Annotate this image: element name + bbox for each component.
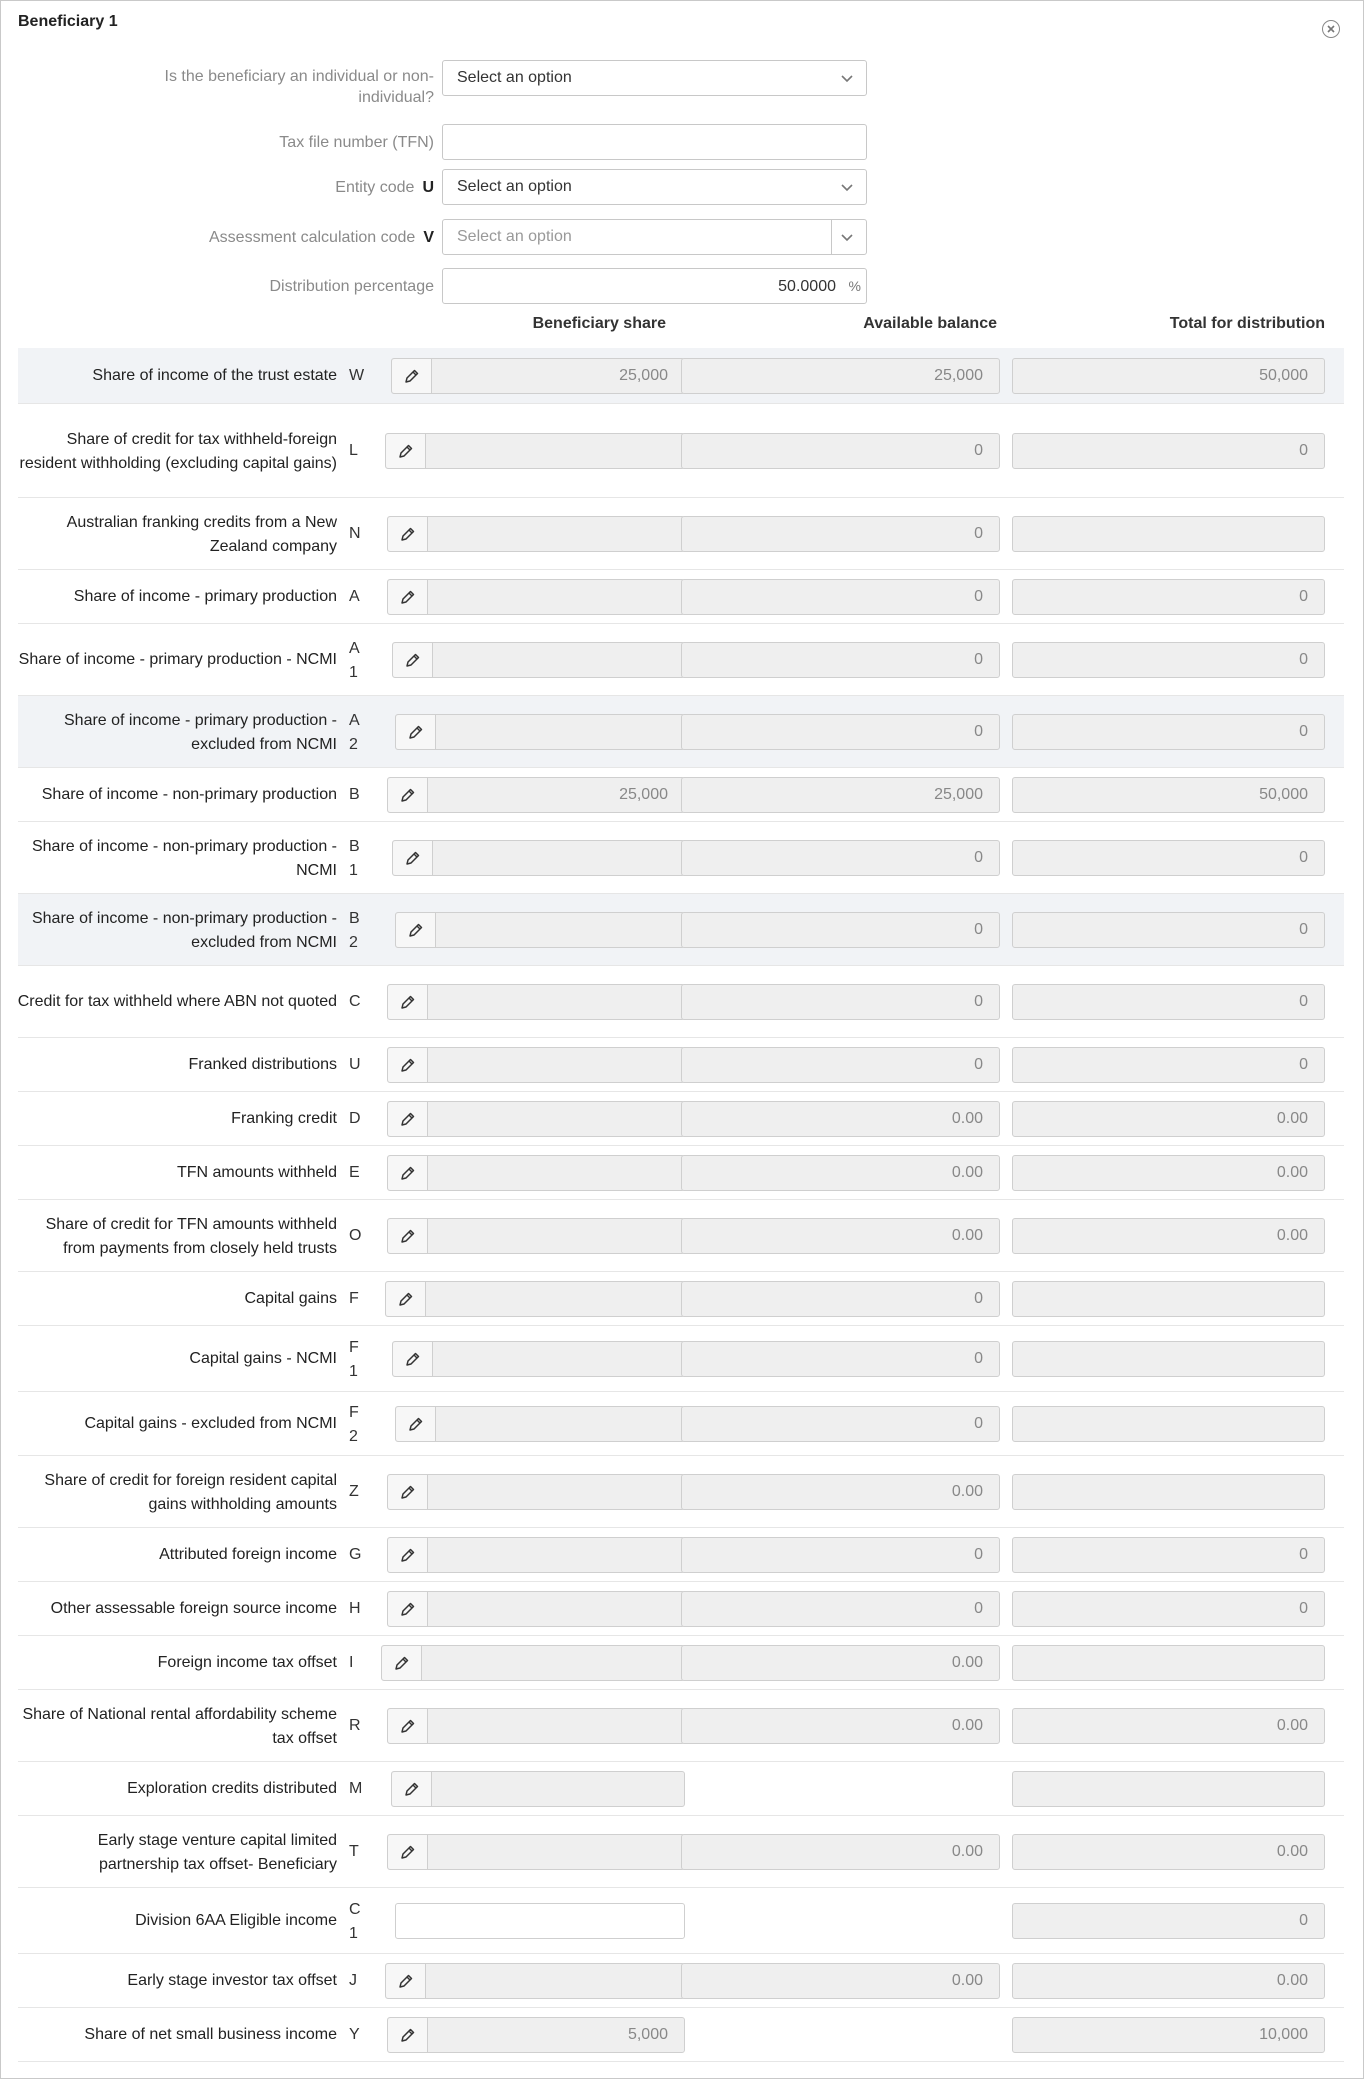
- beneficiary-share-input[interactable]: [392, 840, 685, 876]
- pencil-icon[interactable]: [393, 643, 433, 677]
- row-code: B: [349, 786, 360, 803]
- total-for-distribution-field: [1012, 1047, 1325, 1083]
- row-code: U: [349, 1056, 361, 1073]
- available-balance-value: 0.00: [951, 1654, 983, 1671]
- beneficiary-share-input[interactable]: [392, 1341, 685, 1377]
- table-row: [18, 348, 1344, 404]
- beneficiary-share-input[interactable]: [395, 1406, 685, 1442]
- row-label: Share of income - non-primary production - excluded from NCMI: [31, 910, 337, 951]
- row-code: J: [349, 1972, 357, 1989]
- row-code: C: [349, 993, 361, 1010]
- assessment-label: [209, 227, 434, 248]
- available-balance-value: 0: [974, 1415, 983, 1432]
- beneficiary-share-input[interactable]: [387, 984, 685, 1020]
- beneficiary-share-input[interactable]: [385, 1963, 685, 1999]
- row-label: Share of credit for TFN amounts withheld from payments from closely held trusts: [45, 1216, 337, 1257]
- row-code: D: [349, 1110, 361, 1127]
- table-row: [18, 1326, 1344, 1392]
- available-balance-field: [681, 358, 1000, 394]
- table-row: [18, 1690, 1344, 1762]
- row-label: Capital gains - NCMI: [189, 1350, 337, 1367]
- distribution-value: 50.0000: [778, 278, 836, 295]
- available-balance-value: 0.00: [951, 1164, 983, 1181]
- available-balance-value: 0.00: [951, 1717, 983, 1734]
- row-code: B 1: [349, 838, 360, 879]
- available-balance-field: [681, 714, 1000, 750]
- table-row: [18, 1582, 1344, 1636]
- beneficiary-share-input[interactable]: [381, 1645, 685, 1681]
- pencil-icon[interactable]: [388, 1048, 428, 1082]
- available-balance-value: 0.00: [951, 1483, 983, 1500]
- table-row: [18, 1762, 1344, 1816]
- pencil-icon[interactable]: [388, 1475, 428, 1509]
- col-header-total-for-distribution: Total for distribution: [1169, 315, 1325, 332]
- pencil-icon[interactable]: [392, 359, 432, 393]
- assessment-code-select[interactable]: [442, 219, 867, 255]
- total-for-distribution-field: [1012, 579, 1325, 615]
- total-for-distribution-field: [1012, 714, 1325, 750]
- total-for-distribution-field: [1012, 912, 1325, 948]
- available-balance-value: 0: [974, 442, 983, 459]
- available-balance-field: [681, 984, 1000, 1020]
- available-balance-value: 0.00: [951, 1843, 983, 1860]
- row-code: Z: [349, 1483, 359, 1500]
- available-balance-field: [681, 516, 1000, 552]
- available-balance-value: 0: [974, 651, 983, 668]
- row-label: Division 6AA Eligible income: [135, 1912, 337, 1929]
- beneficiary-share-input[interactable]: [395, 714, 685, 750]
- available-balance-field: [681, 777, 1000, 813]
- table-row: [18, 966, 1344, 1038]
- row-code: O: [349, 1227, 362, 1244]
- percent-symbol: %: [848, 278, 861, 294]
- beneficiary-share-input[interactable]: [387, 1834, 685, 1870]
- pencil-icon[interactable]: [388, 985, 428, 1019]
- total-for-distribution-value: 0.00: [1276, 1227, 1308, 1244]
- table-row: [18, 1888, 1344, 1954]
- row-label: Capital gains: [244, 1290, 337, 1307]
- total-for-distribution-value: 50,000: [1259, 786, 1308, 803]
- pencil-icon[interactable]: [386, 1282, 426, 1316]
- entity-code-select[interactable]: [442, 169, 867, 205]
- row-code: E: [349, 1164, 360, 1181]
- table-row: [18, 1392, 1344, 1456]
- row-label: Share of income - non-primary production - NCMI: [31, 838, 337, 879]
- available-balance-field: [681, 433, 1000, 469]
- table-row: [18, 1954, 1344, 2008]
- total-for-distribution-value: 0: [1299, 1056, 1308, 1073]
- row-code: T: [349, 1843, 359, 1860]
- type-select-value: Select an option: [457, 69, 572, 86]
- row-label: Share of income of the trust estate: [92, 367, 337, 384]
- col-header-beneficiary-share: Beneficiary share: [532, 315, 666, 332]
- total-for-distribution-field: [1012, 1155, 1325, 1191]
- available-balance-value: 0: [974, 525, 983, 542]
- total-for-distribution-value: 0: [1299, 723, 1308, 740]
- table-row: [18, 1816, 1344, 1888]
- total-for-distribution-field: [1012, 1406, 1325, 1442]
- pencil-icon[interactable]: [388, 1156, 428, 1190]
- total-for-distribution-value: 0: [1299, 849, 1308, 866]
- row-code: L: [349, 442, 358, 459]
- chevron-down-icon: [840, 180, 854, 194]
- total-for-distribution-value: 10,000: [1259, 2026, 1308, 2043]
- chevron-down-icon: [840, 230, 854, 244]
- available-balance-field: [681, 1047, 1000, 1083]
- available-balance-value: 0: [974, 1546, 983, 1563]
- beneficiary-share-input[interactable]: [392, 642, 685, 678]
- table-row: [18, 1456, 1344, 1528]
- row-label: Capital gains - excluded from NCMI: [84, 1415, 337, 1432]
- distribution-label: Distribution percentage: [269, 278, 434, 295]
- beneficiary-share-input[interactable]: [387, 1708, 685, 1744]
- available-balance-field: [681, 642, 1000, 678]
- available-balance-field: [681, 1474, 1000, 1510]
- available-balance-value: 25,000: [934, 786, 983, 803]
- pencil-icon[interactable]: [388, 1835, 428, 1869]
- beneficiary-share-input[interactable]: [387, 1101, 685, 1137]
- total-for-distribution-field: [1012, 1281, 1325, 1317]
- available-balance-value: 0.00: [951, 1972, 983, 1989]
- available-balance-value: 0: [974, 921, 983, 938]
- row-label: Early stage venture capital limited partnership tax offset- Beneficiary: [97, 1832, 337, 1873]
- beneficiary-share-input[interactable]: [387, 1155, 685, 1191]
- available-balance-field: [681, 1708, 1000, 1744]
- available-balance-field: [681, 1341, 1000, 1377]
- row-label: Australian franking credits from a New Zealand company: [66, 514, 337, 555]
- row-label: Exploration credits distributed: [127, 1780, 337, 1797]
- total-for-distribution-field: [1012, 1474, 1325, 1510]
- row-label: Share of National rental affordability scheme tax offset: [22, 1706, 337, 1747]
- row-label: Share of credit for tax withheld-foreign resident withholding (excluding capital gains): [19, 431, 337, 472]
- table-row: [18, 1038, 1344, 1092]
- row-code: C 1: [349, 1901, 361, 1942]
- pencil-icon[interactable]: [388, 580, 428, 614]
- available-balance-field: [681, 1406, 1000, 1442]
- total-for-distribution-field: [1012, 777, 1325, 813]
- table-row: [18, 1092, 1344, 1146]
- beneficiary-share-input[interactable]: [387, 516, 685, 552]
- available-balance-value: 0.00: [951, 1110, 983, 1127]
- table-row: [18, 1528, 1344, 1582]
- beneficiary-share-input[interactable]: [387, 2017, 685, 2053]
- pencil-icon[interactable]: [396, 913, 436, 947]
- row-code: R: [349, 1717, 361, 1734]
- beneficiary-share-value: 5,000: [627, 2026, 668, 2043]
- row-label: Share of income - primary production: [73, 588, 337, 605]
- table-row: [18, 404, 1344, 498]
- total-for-distribution-value: 0: [1299, 442, 1308, 459]
- total-for-distribution-field: [1012, 1218, 1325, 1254]
- entity-code: U: [422, 179, 434, 196]
- beneficiary-share-input[interactable]: [395, 912, 685, 948]
- row-code: A 1: [349, 640, 360, 681]
- row-code: F 1: [349, 1339, 359, 1380]
- row-label: TFN amounts withheld: [176, 1164, 337, 1181]
- total-for-distribution-field: [1012, 358, 1325, 394]
- total-for-distribution-field: [1012, 1771, 1325, 1807]
- available-balance-value: 0: [974, 723, 983, 740]
- total-for-distribution-field: [1012, 516, 1325, 552]
- table-row: [18, 696, 1344, 768]
- beneficiary-share-input[interactable]: [395, 1903, 685, 1939]
- pencil-icon[interactable]: [396, 1407, 436, 1441]
- row-label: Other assessable foreign source income: [50, 1600, 337, 1617]
- assessment-code: V: [423, 229, 434, 246]
- pencil-icon[interactable]: [392, 1772, 432, 1806]
- assessment-select-placeholder: Select an option: [457, 228, 572, 245]
- table-row: [18, 1200, 1344, 1272]
- total-for-distribution-field: [1012, 1963, 1325, 1999]
- beneficiary-share-input[interactable]: [385, 1281, 685, 1317]
- row-label: Early stage investor tax offset: [127, 1972, 337, 1989]
- pencil-icon[interactable]: [386, 434, 426, 468]
- total-for-distribution-value: 0.00: [1276, 1972, 1308, 1989]
- tfn-label: Tax file number (TFN): [279, 134, 434, 151]
- row-code: A 2: [349, 712, 360, 753]
- table-row: [18, 570, 1344, 624]
- total-for-distribution-value: 0: [1299, 1600, 1308, 1617]
- row-code: M: [349, 1780, 363, 1797]
- row-label: Share of income - primary production - excluded from NCMI: [64, 712, 337, 753]
- available-balance-value: 0.00: [951, 1227, 983, 1244]
- row-code: Y: [349, 2026, 360, 2043]
- select-divider: [831, 220, 832, 254]
- table-row: [18, 1146, 1344, 1200]
- beneficiary-share-input[interactable]: [387, 1218, 685, 1254]
- tfn-input[interactable]: [442, 124, 867, 160]
- beneficiary-share-input[interactable]: [387, 1474, 685, 1510]
- pencil-icon[interactable]: [382, 1646, 422, 1680]
- row-label: Share of income - primary production - NCMI: [18, 651, 337, 668]
- pencil-icon[interactable]: [388, 1102, 428, 1136]
- available-balance-field: [681, 1645, 1000, 1681]
- row-label: Franking credit: [231, 1110, 337, 1127]
- total-for-distribution-field: [1012, 1903, 1325, 1939]
- row-code: H: [349, 1600, 361, 1617]
- table-row: [18, 624, 1344, 696]
- available-balance-field: [681, 840, 1000, 876]
- total-for-distribution-value: 0.00: [1276, 1717, 1308, 1734]
- beneficiary-share-input[interactable]: [387, 1537, 685, 1573]
- row-code: G: [349, 1546, 362, 1563]
- table-row: [18, 2008, 1344, 2062]
- total-for-distribution-value: 50,000: [1259, 367, 1308, 384]
- total-for-distribution-value: 0: [1299, 921, 1308, 938]
- col-header-available-balance: Available balance: [863, 315, 997, 332]
- available-balance-field: [681, 579, 1000, 615]
- pencil-icon[interactable]: [388, 778, 428, 812]
- total-for-distribution-value: 0: [1299, 651, 1308, 668]
- pencil-icon[interactable]: [396, 715, 436, 749]
- entity-select-value: Select an option: [457, 178, 572, 195]
- available-balance-field: [681, 1281, 1000, 1317]
- pencil-icon[interactable]: [388, 1592, 428, 1626]
- pencil-icon[interactable]: [388, 1538, 428, 1572]
- available-balance-field: [681, 1834, 1000, 1870]
- pencil-icon[interactable]: [388, 1709, 428, 1743]
- available-balance-value: 0: [974, 1056, 983, 1073]
- total-for-distribution-value: 0: [1299, 1912, 1308, 1929]
- pencil-icon[interactable]: [388, 1219, 428, 1253]
- total-for-distribution-field: [1012, 1708, 1325, 1744]
- total-for-distribution-field: [1012, 1537, 1325, 1573]
- table-row: [18, 894, 1344, 966]
- available-balance-field: [681, 1101, 1000, 1137]
- available-balance-field: [681, 1537, 1000, 1573]
- row-label: Attributed foreign income: [159, 1546, 337, 1563]
- row-code: W: [349, 367, 365, 384]
- beneficiary-share-input[interactable]: [385, 433, 685, 469]
- pencil-icon[interactable]: [388, 517, 428, 551]
- available-balance-field: [681, 1963, 1000, 1999]
- row-label: Share of income - non-primary production: [41, 786, 337, 803]
- total-for-distribution-field: [1012, 2017, 1325, 2053]
- total-for-distribution-field: [1012, 642, 1325, 678]
- beneficiary-share-value: 25,000: [619, 367, 668, 384]
- table-row: [18, 1272, 1344, 1326]
- entity-label-text: Entity code: [335, 179, 415, 196]
- total-for-distribution-value: 0: [1299, 993, 1308, 1010]
- pencil-icon[interactable]: [388, 2018, 428, 2052]
- total-for-distribution-field: [1012, 840, 1325, 876]
- available-balance-value: 0: [974, 1290, 983, 1307]
- beneficiary-type-select[interactable]: [442, 60, 867, 96]
- pencil-icon[interactable]: [393, 1342, 433, 1376]
- total-for-distribution-field: [1012, 1591, 1325, 1627]
- total-for-distribution-field: [1012, 433, 1325, 469]
- available-balance-field: [681, 1591, 1000, 1627]
- total-for-distribution-field: [1012, 1101, 1325, 1137]
- total-for-distribution-value: 0.00: [1276, 1843, 1308, 1860]
- distribution-percentage-input[interactable]: [442, 268, 867, 304]
- available-balance-value: 0: [974, 588, 983, 605]
- row-label: Credit for tax withheld where ABN not quoted: [17, 993, 337, 1010]
- row-code: F 2: [349, 1404, 359, 1445]
- pencil-icon[interactable]: [393, 841, 433, 875]
- available-balance-field: [681, 1218, 1000, 1254]
- beneficiary-share-input[interactable]: [387, 777, 685, 813]
- available-balance-value: 0: [974, 993, 983, 1010]
- beneficiary-share-input[interactable]: [387, 1591, 685, 1627]
- total-for-distribution-value: 0: [1299, 1546, 1308, 1563]
- total-for-distribution-field: [1012, 1834, 1325, 1870]
- available-balance-value: 25,000: [934, 367, 983, 384]
- available-balance-value: 0: [974, 849, 983, 866]
- row-label: Foreign income tax offset: [157, 1654, 337, 1671]
- row-label: Share of credit for foreign resident capital gains withholding amounts: [44, 1472, 337, 1513]
- table-row: [18, 498, 1344, 570]
- pencil-icon[interactable]: [386, 1964, 426, 1998]
- beneficiary-share-input[interactable]: [391, 358, 685, 394]
- available-balance-value: 0: [974, 1600, 983, 1617]
- available-balance-field: [681, 912, 1000, 948]
- row-code: B 2: [349, 910, 360, 951]
- table-row: [18, 768, 1344, 822]
- close-icon[interactable]: [1322, 20, 1340, 38]
- row-label: Franked distributions: [188, 1056, 337, 1073]
- row-code: I: [349, 1654, 354, 1671]
- entity-label: [335, 177, 434, 198]
- beneficiary-share-input[interactable]: [387, 1047, 685, 1083]
- row-code: A: [349, 588, 360, 605]
- total-for-distribution-value: 0.00: [1276, 1164, 1308, 1181]
- available-balance-field: [681, 1155, 1000, 1191]
- table-row: [18, 822, 1344, 894]
- beneficiary-share-value: 25,000: [619, 786, 668, 803]
- total-for-distribution-value: 0.00: [1276, 1110, 1308, 1127]
- beneficiary-share-input[interactable]: [391, 1771, 685, 1807]
- beneficiary-share-input[interactable]: [387, 579, 685, 615]
- type-label: Is the beneficiary an individual or non-individual?: [164, 68, 434, 106]
- total-for-distribution-field: [1012, 984, 1325, 1020]
- panel-title: Beneficiary 1: [18, 13, 118, 30]
- total-for-distribution-field: [1012, 1645, 1325, 1681]
- row-code: F: [349, 1290, 359, 1307]
- row-code: N: [349, 525, 361, 542]
- table-row: [18, 1636, 1344, 1690]
- available-balance-value: 0: [974, 1350, 983, 1367]
- total-for-distribution-value: 0: [1299, 588, 1308, 605]
- total-for-distribution-field: [1012, 1341, 1325, 1377]
- row-label: Share of net small business income: [84, 2026, 337, 2043]
- assessment-label-text: Assessment calculation code: [209, 229, 416, 246]
- chevron-down-icon: [840, 71, 854, 85]
